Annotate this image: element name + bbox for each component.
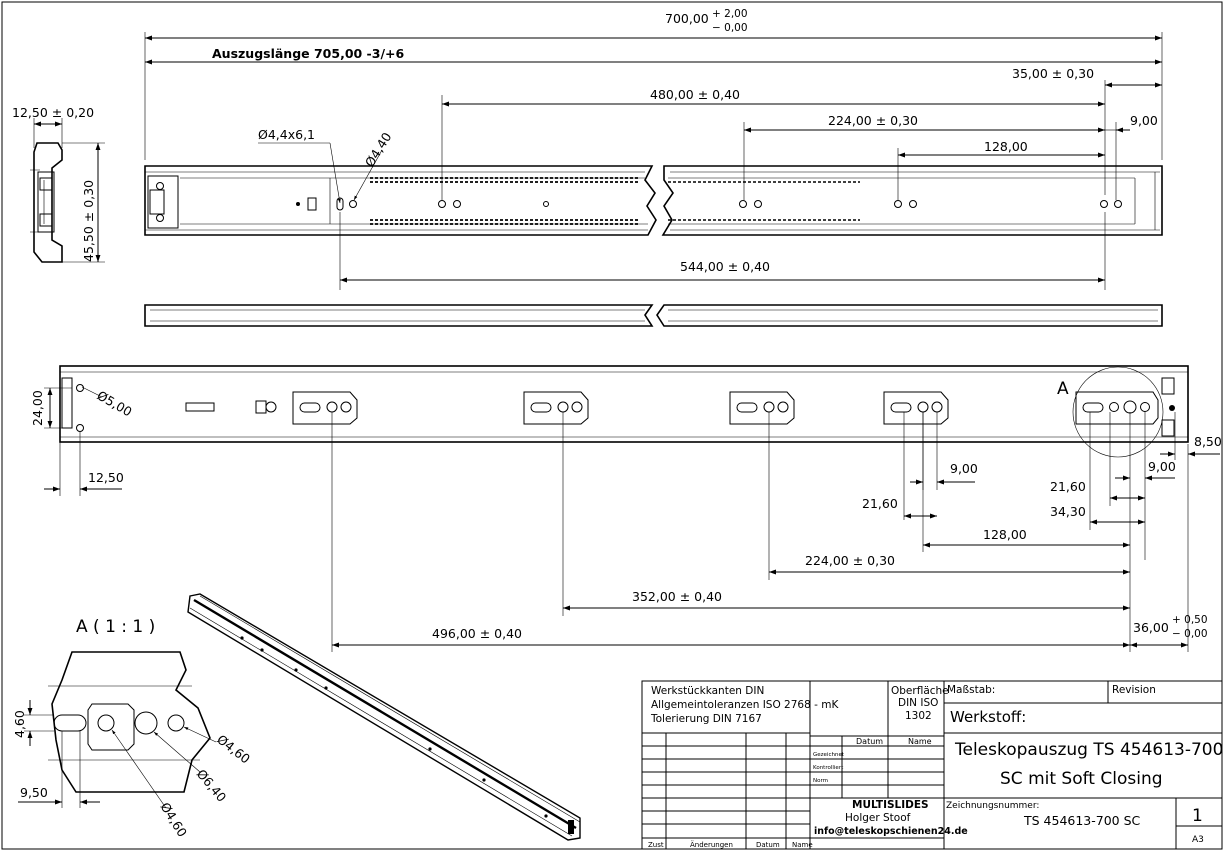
- svg-text:Ø4,40: Ø4,40: [361, 129, 395, 170]
- svg-text:Revision: Revision: [1112, 684, 1156, 696]
- svg-text:224,00 ± 0,30: 224,00 ± 0,30: [805, 553, 895, 568]
- detail-a-view: [48, 652, 210, 792]
- slot-group-2: [524, 392, 588, 424]
- section-height-text: 45,50 ± 0,30: [81, 179, 96, 262]
- overall-tol-plus: + 2,00: [712, 8, 748, 20]
- slot-group-1: [293, 392, 357, 424]
- dim-9-top: [1105, 113, 1158, 200]
- overall-tol-minus: − 0,00: [712, 22, 748, 34]
- hole-note-round: [354, 130, 395, 200]
- svg-text:36,00: 36,00: [1133, 620, 1169, 635]
- svg-text:Datum: Datum: [856, 737, 884, 746]
- svg-text:352,00 ± 0,40: 352,00 ± 0,40: [632, 589, 722, 604]
- svg-text:Zeichnungsnummer:: Zeichnungsnummer:: [946, 801, 1040, 811]
- svg-text:Werkstoff:: Werkstoff:: [950, 708, 1027, 726]
- company-name: MULTISLIDES: [852, 799, 929, 811]
- drawing-number: TS 454613-700 SC: [1024, 813, 1141, 828]
- svg-text:9,00: 9,00: [950, 461, 978, 476]
- svg-text:Ø5,00: Ø5,00: [94, 387, 135, 420]
- svg-text:24,00: 24,00: [30, 390, 45, 426]
- dim-224-top: [744, 113, 1105, 200]
- svg-text:Norm: Norm: [813, 778, 829, 784]
- hole-note-slot: [258, 127, 340, 203]
- rail-top-view: [145, 166, 1162, 235]
- svg-text:496,00 ± 0,40: 496,00 ± 0,40: [432, 626, 522, 641]
- dim-128-top-text: 128,00: [984, 139, 1028, 154]
- dim-36: [1130, 460, 1208, 652]
- svg-text:Zust: Zust: [648, 841, 664, 849]
- svg-text:34,30: 34,30: [1050, 504, 1086, 519]
- svg-text:Oberfläche: Oberfläche: [891, 685, 949, 697]
- slot-group-4: [884, 392, 948, 424]
- svg-text:21,60: 21,60: [862, 496, 898, 511]
- svg-text:1302: 1302: [905, 710, 932, 722]
- dim-35-text: 35,00 ± 0,30: [1012, 66, 1095, 81]
- svg-text:12,50: 12,50: [88, 470, 124, 485]
- svg-text:128,00: 128,00: [983, 527, 1027, 542]
- svg-text:Name: Name: [792, 841, 813, 849]
- svg-text:Datum: Datum: [756, 841, 780, 849]
- rail-side-view: [60, 366, 1188, 442]
- dim-9-side-b: [1115, 412, 1176, 560]
- dim-34-3: [1050, 412, 1145, 530]
- dim-24: [30, 388, 72, 428]
- sheet-number: 1: [1192, 806, 1203, 826]
- svg-text:4,60: 4,60: [12, 710, 27, 738]
- overall-length-value: 700,00: [665, 11, 709, 26]
- dim-extension-length: [145, 46, 1162, 62]
- detail-dims: [12, 700, 253, 840]
- extension-length-text: Auszugslänge 705,00 -3/+6: [212, 46, 405, 61]
- svg-text:Werkstückkanten DIN: Werkstückkanten DIN: [651, 685, 765, 697]
- detail-ref-label: A: [1057, 379, 1069, 399]
- slot-group-5: [1076, 392, 1158, 424]
- svg-text:Ø4,60: Ø4,60: [157, 799, 191, 840]
- dim-21-6-side-b: [1050, 412, 1145, 506]
- svg-text:Gezeichnet: Gezeichnet: [813, 752, 844, 758]
- section-width-text: 12,50 ± 0,20: [12, 105, 95, 120]
- svg-text:Maßstab:: Maßstab:: [947, 684, 996, 696]
- title-block: [642, 681, 1223, 849]
- company-email: info@teleskopschienen24.de: [814, 826, 968, 837]
- svg-text:Ø6,40: Ø6,40: [193, 766, 230, 805]
- drawing-frame: [2, 2, 1222, 849]
- svg-text:DIN ISO: DIN ISO: [898, 697, 939, 709]
- drawing-title-line1: Teleskopauszug TS 454613-700: [955, 740, 1224, 760]
- dim-224-top-text: 224,00 ± 0,30: [828, 113, 918, 128]
- svg-text:Name: Name: [908, 737, 932, 746]
- dim-480-text: 480,00 ± 0,40: [650, 87, 740, 102]
- dim-128-top: [898, 139, 1105, 200]
- svg-text:Kontrolliert: Kontrolliert: [813, 765, 844, 771]
- detail-title: A ( 1 : 1 ): [76, 617, 156, 637]
- svg-text:Ø4,4x6,1: Ø4,4x6,1: [258, 127, 315, 142]
- dim-dia5: [82, 387, 135, 419]
- svg-text:21,60: 21,60: [1050, 479, 1086, 494]
- rail-strip-view: [145, 305, 1162, 326]
- drawing-title-line2: SC mit Soft Closing: [1000, 769, 1163, 789]
- svg-text:9,50: 9,50: [20, 785, 48, 800]
- section-view: [12, 105, 105, 262]
- svg-text:+ 0,50: + 0,50: [1172, 614, 1208, 626]
- svg-text:Änderungen: Änderungen: [690, 841, 733, 849]
- svg-text:9,00: 9,00: [1148, 459, 1176, 474]
- top-view-holes: [337, 198, 1122, 210]
- svg-text:8,50: 8,50: [1194, 434, 1222, 449]
- dim-21-6-side-a: [862, 412, 937, 520]
- svg-text:Ø4,60: Ø4,60: [214, 731, 254, 767]
- slot-groups: [293, 392, 1158, 424]
- svg-text:Tolerierung DIN 7167: Tolerierung DIN 7167: [651, 713, 762, 725]
- svg-text:Holger Stoof: Holger Stoof: [845, 812, 911, 824]
- dim-544-text: 544,00 ± 0,40: [680, 259, 770, 274]
- dim-9-top-text: 9,00: [1130, 113, 1158, 128]
- svg-text:Allgemeintoleranzen ISO 2768 -: Allgemeintoleranzen ISO 2768 - mK: [651, 699, 839, 711]
- slot-group-3: [730, 392, 794, 424]
- svg-text:A3: A3: [1192, 835, 1204, 845]
- svg-text:− 0,00: − 0,00: [1172, 628, 1208, 640]
